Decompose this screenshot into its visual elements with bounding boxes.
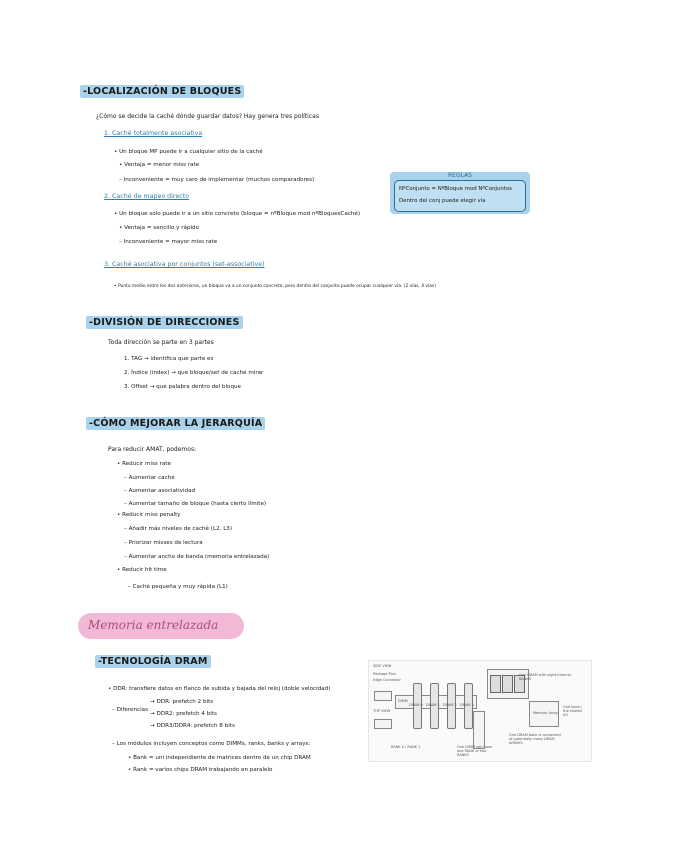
item-label: 1. Caché totalmente asociativa: [104, 130, 203, 137]
item-line: – Inconveniente = mayor miss rate: [119, 239, 218, 245]
group-label: • Reducir hit time: [117, 567, 167, 573]
group-line: – Aumentar tamaño de bloque (hasta cierto límite): [124, 501, 267, 507]
diagram-label: One bank / the shared I/O: [563, 705, 583, 717]
diagram-label: DRAM 0: [409, 703, 423, 707]
dimm-side-block: [374, 691, 392, 701]
item-label: 2. Caché de mapeo directo: [104, 193, 190, 200]
dram-line: • DDR: transfiere datos en flanco de subida y bajada del reloj (doble velocidad): [108, 686, 331, 692]
diagram-label: SIDE VIEW: [373, 664, 392, 668]
section-title-division: [86, 317, 243, 328]
section-intro: Toda dirección se parte en 3 partes: [108, 339, 214, 346]
question-text: ¿Cómo se decide la caché dónde guardar datos? Hay genera tres políticas: [96, 113, 319, 120]
section-title-text: -DIVISIÓN DE DIRECCIONES: [86, 316, 243, 329]
bank-cell: [490, 675, 501, 693]
dram-line: – Diferencias: [112, 707, 148, 713]
dram-line: – Los módulos incluyen conceptos como DIMMs, ranks, banks y arrays:: [112, 741, 311, 747]
diagram-label: Edge Connector: [373, 678, 401, 682]
diagram-label: DIMM: [398, 699, 408, 703]
item-line: • Un bloque solo puede ir a un sitio concreto (bloque = nºBloque mod nºBloquesCaché): [114, 211, 361, 217]
group-line: – Caché pequeña y muy rápida (L1): [128, 584, 228, 590]
address-part: 1. TAG → identifica que parte es: [124, 356, 214, 362]
dram-diagram: [368, 660, 592, 762]
diagram-label: Memory Array: [533, 711, 558, 715]
diagram-label: One DIMM can have one RANK or two RANKS: [457, 745, 493, 757]
rules-inner: [394, 180, 526, 212]
dram-line: → DDR2: prefetch 4 bits: [150, 711, 217, 717]
bank-cell: [502, 675, 513, 693]
rank-block: [473, 711, 485, 749]
item-line: • Ventaja = sencillo y rápido: [119, 225, 200, 231]
diagram-label: TOP VIEW: [373, 709, 391, 713]
group-line: – Aumentar ancho de banda (memoria entrelazada): [124, 554, 270, 560]
section-title-text: -TECNOLOGÍA DRAM: [95, 655, 211, 668]
diagram-label: DRAM 1: [426, 703, 440, 707]
rules-box: [390, 172, 530, 214]
dimm-top-block: [374, 719, 392, 729]
dram-line: → DDR: prefetch 2 bits: [150, 699, 214, 705]
address-part: 2. Índice (index) → que bloque/set de caché mirar: [124, 370, 264, 376]
diagram-label: One DRAM with eight internal BANKS: [519, 673, 571, 681]
section-intro: Para reducir AMAT, podemos:: [108, 446, 197, 453]
diagram-label: Package Pins: [373, 672, 396, 676]
item-label: 3. Caché asociativa por conjuntos (set-associative): [104, 261, 265, 268]
group-line: – Priorizar misses de lectura: [124, 540, 203, 546]
rules-title: REGLAS: [447, 172, 472, 179]
dram-line: • Rank = varios chips DRAM trabajando en paralelo: [128, 767, 273, 773]
memoria-entrelazada-banner: [78, 613, 244, 639]
item-line: • Punto medio entre los dos anteriores, un bloque va a un conjunto concreto, pero dentro del conjunto puede ocupar cualquier vía. (2 vías, 4 vías): [114, 284, 436, 289]
section-title-text: -CÓMO MEJORAR LA JERARQUÍA: [86, 417, 265, 430]
item-line: • Ventaja = menor miss rate: [119, 162, 200, 168]
item-line: • Un bloque MP puede ir a cualquier sitio de la caché: [114, 149, 263, 155]
address-part: 3. Offset → qué palabra dentro del bloque: [124, 384, 241, 390]
rule-line: NºConjunto = NºBloque mod NºConjuntos: [399, 186, 512, 192]
banner-text: Memoria entrelazada: [88, 618, 219, 632]
dram-line: → DDR3/DDR4: prefetch 8 bits: [150, 723, 235, 729]
group-line: – Aumentar asociatividad: [124, 488, 196, 494]
diagram-label: RANK 0 / RANK 1: [391, 745, 421, 749]
section-title-text: -LOCALIZACIÓN DE BLOQUES: [80, 85, 244, 98]
section-title-jerarquia: [86, 418, 265, 429]
group-line: – Aumentar caché: [124, 475, 175, 481]
section-title-localizacion: [80, 86, 244, 97]
diagram-label: One DRAM bank is comprised of potentially many DRAM ARRAYS: [509, 733, 561, 745]
group-line: – Añadir más niveles de caché (L2, L3): [124, 526, 233, 532]
group-label: • Reducir miss rate: [117, 461, 171, 467]
section-title-dram: [95, 656, 211, 667]
diagram-label: DRAM 2: [443, 703, 457, 707]
item-line: – Inconveniente = muy caro de implementar (muchos comparadores): [119, 177, 315, 183]
dram-line: • Bank = uni independiente de matrices dentro de un chip DRAM: [128, 755, 311, 761]
rule-line: Dentro del conj puede elegir vía: [399, 198, 486, 204]
memory-array: [529, 701, 559, 727]
group-label: • Reducir miss penalty: [117, 512, 181, 518]
diagram-label: DRAM 3: [460, 703, 474, 707]
